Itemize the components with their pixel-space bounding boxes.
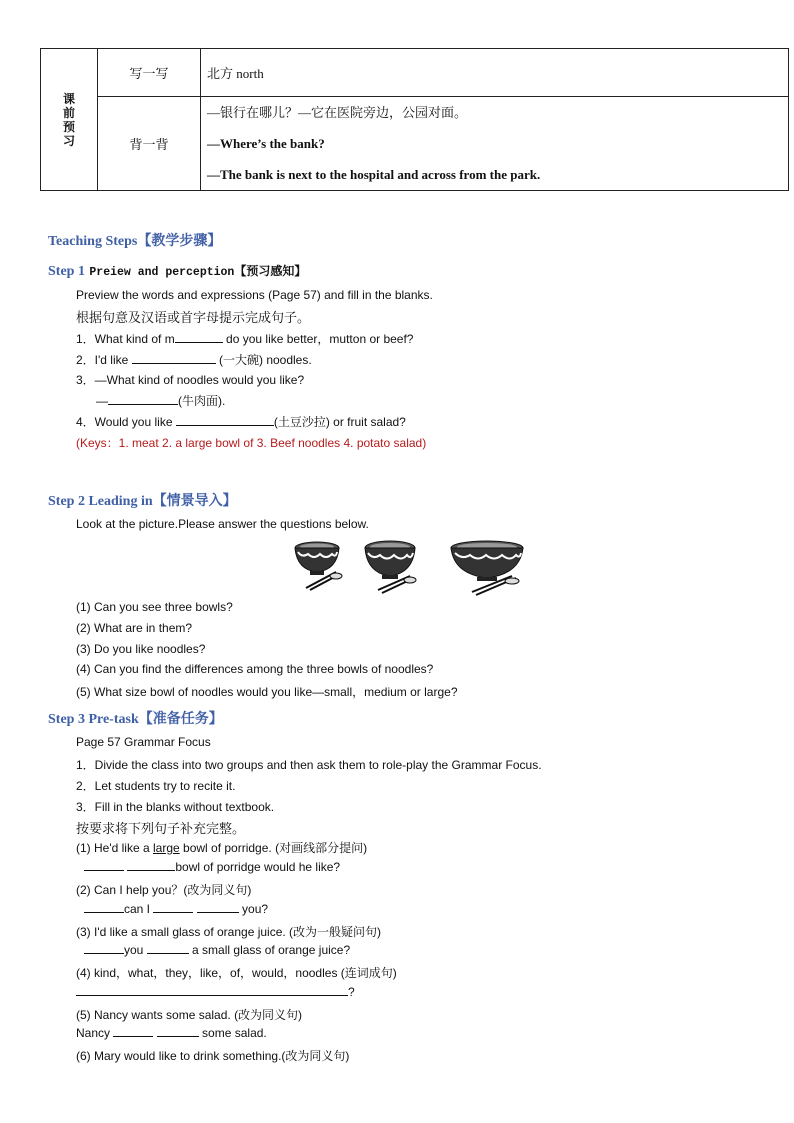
row2-line: —The bank is next to the hospital and across from the park. — [207, 167, 541, 182]
small-bowl — [295, 542, 342, 590]
step2-question: (1) Can you see three bowls? — [76, 600, 233, 614]
q3-blank — [108, 394, 178, 405]
step3-item: 1．Divide the class into two groups and then ask them to role-play the Grammar Focus. — [76, 758, 542, 772]
exercise-6: (6) Mary would like to drink something.(改为同义句) — [76, 1049, 350, 1063]
q2-text: 2．I'd like — [76, 353, 132, 367]
row1-content: 北方 north — [201, 49, 789, 97]
exercise-3: (3) I'd like a small glass of orange juice. (改为一般疑问句) — [76, 925, 382, 939]
exercise-3-answer — [84, 943, 350, 957]
q4-text: 4．Would you like — [76, 415, 176, 429]
exercise-1 — [76, 839, 367, 856]
step1-label: Step 1 — [48, 264, 85, 279]
row2-label: 背一背 — [98, 97, 201, 191]
side-char: 课 — [62, 91, 75, 106]
step1-intro: Preview the words and expressions (Page 57) and fill in the blanks. — [76, 288, 433, 302]
row2-line: —银行在哪儿？—它在医院旁边，公园对面。 — [207, 105, 468, 120]
step1-q4 — [76, 413, 406, 430]
e3-line-text: you — [124, 943, 144, 957]
medium-bowl — [365, 541, 416, 593]
step1-q1 — [76, 330, 413, 347]
q3-dash: — — [96, 394, 108, 408]
e2-line-text: can I — [124, 902, 151, 916]
step1-q3-answer — [96, 392, 225, 409]
q1-blank — [175, 332, 223, 343]
exercise-2: (2) Can I help you？(改为同义句) — [76, 883, 252, 897]
row2-line: —Where’s the bank? — [207, 136, 325, 151]
step1-heading — [48, 262, 306, 280]
step2-question: (2) What are in them? — [76, 621, 193, 635]
row2-content — [201, 97, 789, 191]
e4-end: ? — [348, 985, 355, 999]
blank — [113, 1026, 153, 1037]
q4-text-end: (土豆沙拉) or fruit salad? — [273, 415, 406, 429]
blank — [147, 943, 189, 954]
step3-item: 2．Let students try to recite it. — [76, 779, 236, 793]
teaching-steps-heading: Teaching Steps【教学步骤】 — [48, 234, 222, 249]
q2-blank — [132, 353, 216, 364]
blank — [84, 902, 124, 913]
preview-table — [40, 48, 789, 191]
exercise-4: (4) kind，what，they，like，of，would，noodles (连词成句) — [76, 966, 397, 980]
blank — [76, 985, 348, 996]
step1-intro-cn: 根据句意及汉语或首字母提示完成句子。 — [76, 310, 311, 325]
e1-text-end: bowl of porridge. (对画线部分提问) — [179, 841, 368, 855]
blank — [84, 943, 124, 954]
side-char: 前 — [62, 105, 75, 120]
row1-label: 写一写 — [98, 49, 201, 97]
noodle-bowls-image — [292, 538, 538, 596]
e3-line-end: a small glass of orange juice? — [192, 943, 351, 957]
q1-text-end: do you like better，mutton or beef? — [222, 332, 414, 346]
e2-line-end: you? — [242, 902, 269, 916]
step1-q2 — [76, 351, 312, 368]
side-char: 预 — [62, 119, 75, 134]
q3-text-end: (牛肉面). — [178, 394, 226, 408]
exercise-5: (5) Nancy wants some salad. (改为同义句) — [76, 1008, 303, 1022]
step2-question: (3) Do you like noodles? — [76, 642, 206, 656]
exercise-5-answer — [76, 1026, 267, 1040]
e5-line-text: Nancy — [76, 1026, 111, 1040]
e1-line-text: bowl of porridge would he like? — [175, 860, 341, 874]
step2-intro: Look at the picture.Please answer the questions below. — [76, 517, 369, 531]
step3-item: 3．Fill in the blanks without textbook. — [76, 800, 275, 814]
step2-question: (4) Can you find the differences among the three bowls of noodles? — [76, 662, 434, 676]
q4-blank — [176, 415, 274, 426]
e5-line-end: some salad. — [202, 1026, 267, 1040]
exercise-1-answer — [84, 860, 340, 874]
step1-title-cn: 【预习感知】 — [234, 264, 307, 278]
blank — [157, 1026, 199, 1037]
q1-text: 1．What kind of m — [76, 332, 175, 346]
blank — [84, 860, 124, 871]
step2-question: (5) What size bowl of noodles would you like—small，medium or large? — [76, 685, 458, 699]
step3-page: Page 57 Grammar Focus — [76, 735, 211, 749]
blank — [127, 860, 175, 871]
exercise-2-answer — [84, 902, 268, 916]
step1-q3: 3．—What kind of noodles would you like? — [76, 373, 305, 387]
large-bowl — [451, 541, 523, 595]
step1-keys: (Keys：1. meat 2. a large bowl of 3. Beef noodles 4. potato salad) — [76, 436, 427, 450]
e1-underlined: large — [153, 841, 180, 855]
step3-instruction: 按要求将下列句子补充完整。 — [76, 821, 246, 836]
blank — [153, 902, 193, 913]
e1-text: (1) He'd like a — [76, 841, 153, 855]
step1-title: Preiew and perception — [89, 266, 235, 279]
step3-heading: Step 3 Pre-task【准备任务】 — [48, 712, 223, 727]
step2-heading: Step 2 Leading in【情景导入】 — [48, 494, 237, 509]
side-label-cell — [41, 49, 98, 191]
blank — [197, 902, 239, 913]
side-char: 习 — [62, 133, 75, 148]
q2-text-end: (一大碗) noodles. — [215, 353, 312, 367]
exercise-4-answer — [76, 985, 355, 999]
